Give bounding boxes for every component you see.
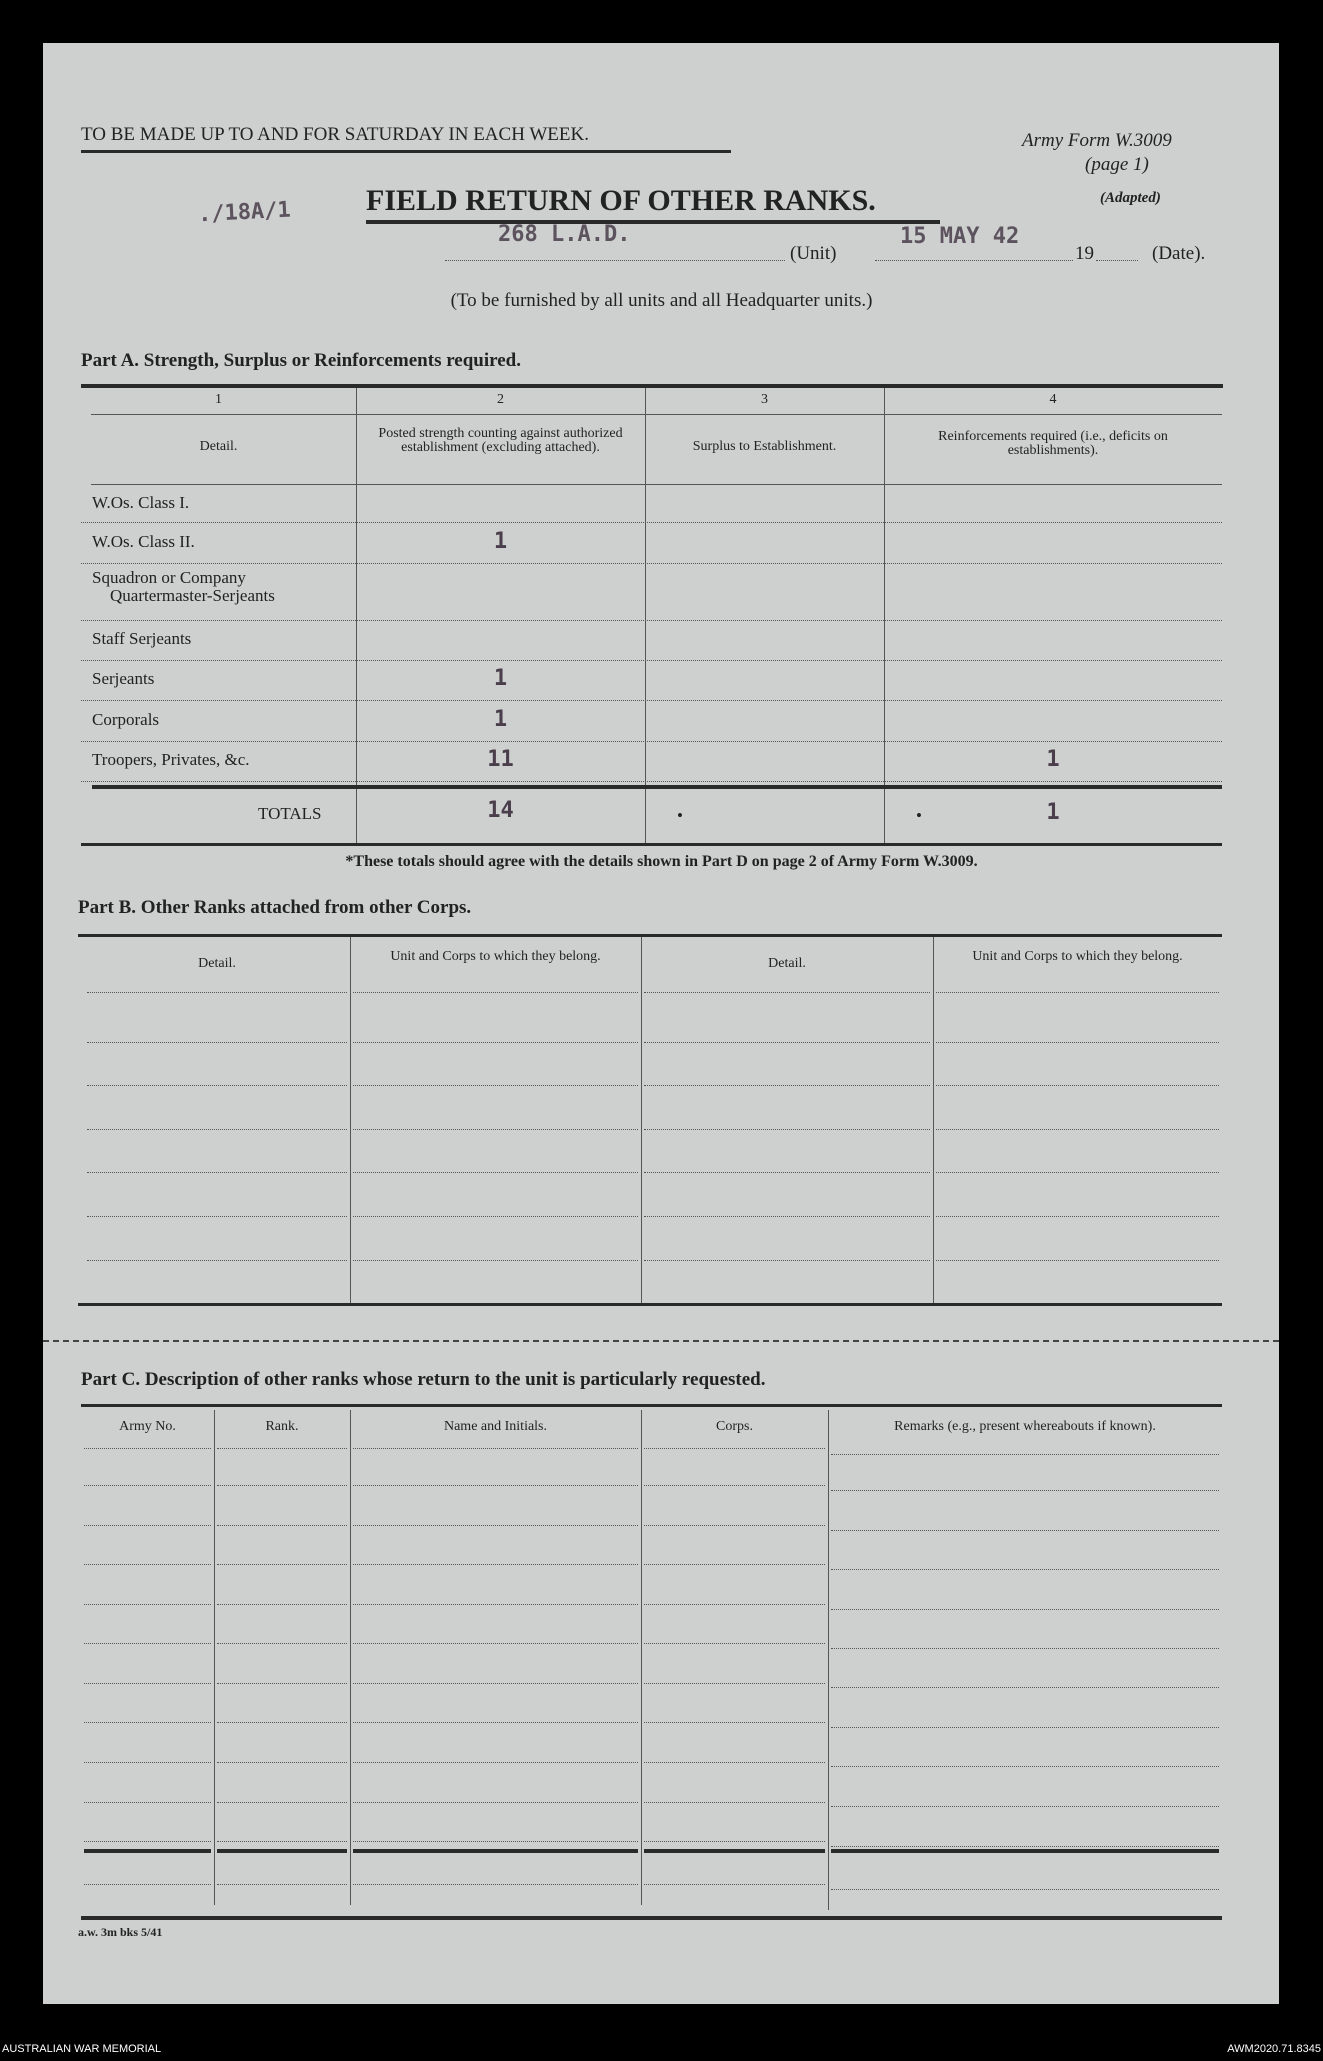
subtitle: (To be furnished by all units and all Headquarter units.)	[450, 290, 873, 311]
entry-line	[353, 992, 638, 993]
date-label: (Date).	[1152, 243, 1206, 264]
row-posted-value: 11	[487, 747, 514, 772]
entry-line	[831, 1889, 1219, 1890]
entry-line	[831, 1727, 1219, 1728]
row-line	[81, 741, 1222, 742]
row-label: Serjeants	[92, 669, 155, 688]
entry-line	[84, 1841, 211, 1842]
entry-line	[936, 1129, 1219, 1130]
entry-line	[644, 1564, 825, 1565]
part-a-footnote: *These totals should agree with the details shown in Part D on page 2 of Army Form W.3009.	[345, 853, 978, 870]
row-line	[81, 781, 1222, 782]
column-header: Corps.	[716, 1419, 753, 1434]
row-label: Staff Serjeants	[92, 629, 192, 648]
entry-line	[936, 1216, 1219, 1217]
entry-line	[353, 1841, 638, 1842]
totals-rule	[92, 785, 1222, 789]
page-title: FIELD RETURN OF OTHER RANKS.	[366, 184, 876, 217]
row-posted-value: 1	[493, 666, 508, 691]
row-line	[81, 700, 1222, 701]
column-header: Army No.	[119, 1419, 176, 1434]
row-line	[81, 563, 1222, 564]
entry-line	[87, 1260, 347, 1261]
row-posted-value: 1	[493, 528, 508, 554]
entry-line	[353, 1564, 638, 1565]
entry-line	[84, 1485, 211, 1486]
column-divider	[933, 937, 934, 1303]
row-label: Corporals	[92, 709, 160, 729]
totals-reinf-mark: •	[916, 806, 922, 825]
column-divider	[641, 1410, 642, 1905]
entry-line	[644, 1604, 825, 1605]
column-number: 1	[215, 392, 222, 407]
entry-line	[644, 1129, 930, 1130]
row-reinf-value: 1	[1046, 747, 1060, 772]
totals-label: TOTALS	[258, 804, 322, 823]
column-number: 2	[497, 392, 504, 407]
year-line	[1096, 260, 1138, 261]
instruction-underline	[81, 150, 731, 153]
entry-line	[84, 1604, 211, 1605]
totals-reinf-value: 1	[1046, 800, 1060, 825]
entry-line	[644, 1485, 825, 1486]
totals-rule	[831, 1849, 1219, 1853]
entry-line	[84, 1802, 211, 1803]
column-header: Detail.	[198, 956, 236, 971]
column-header: Posted strength counting against authorized establishment (excluding attached).	[378, 426, 623, 455]
entry-line	[87, 1216, 347, 1217]
adapted-note: (Adapted)	[1100, 190, 1161, 206]
entry-line	[936, 1172, 1219, 1173]
entry-line	[353, 1762, 638, 1763]
page-indicator: (page 1)	[1085, 154, 1149, 175]
entry-line	[353, 1260, 638, 1261]
entry-line	[936, 992, 1219, 993]
row-posted-value: 1	[493, 706, 508, 732]
reference-stamp: ./18A/1	[197, 197, 292, 228]
entry-line	[936, 1260, 1219, 1261]
unit-line	[445, 260, 785, 261]
column-divider	[356, 388, 357, 845]
row-line	[81, 620, 1222, 621]
column-header: Detail.	[768, 956, 806, 971]
row-label: W.Os. Class II.	[92, 531, 195, 551]
part-b-bottom-rule	[78, 1303, 1222, 1306]
entry-line	[217, 1683, 347, 1684]
column-number: 3	[761, 392, 768, 407]
entry-line	[644, 1762, 825, 1763]
entry-line	[217, 1485, 347, 1486]
entry-line	[217, 1643, 347, 1644]
part-b-top-rule	[78, 934, 1222, 937]
entry-line	[644, 1643, 825, 1644]
entry-line	[353, 1683, 638, 1684]
archive-credit: AUSTRALIAN WAR MEMORIAL	[2, 2043, 162, 2055]
entry-line	[936, 1085, 1219, 1086]
column-header: Remarks (e.g., present whereabouts if known).	[894, 1419, 1156, 1434]
totals-rule	[84, 1849, 211, 1853]
entry-line	[831, 1806, 1219, 1807]
entry-line	[217, 1802, 347, 1803]
entry-line	[84, 1762, 211, 1763]
column-header: Detail.	[199, 439, 238, 454]
entry-line	[644, 992, 930, 993]
entry-line	[353, 1604, 638, 1605]
column-divider	[884, 388, 885, 845]
year-prefix: 19	[1075, 243, 1094, 264]
row-line	[81, 522, 1222, 523]
entry-line	[87, 1085, 347, 1086]
entry-line	[644, 1683, 825, 1684]
entry-line	[644, 1172, 930, 1173]
entry-line	[353, 1722, 638, 1723]
entry-line	[217, 1525, 347, 1526]
totals-posted-value: 14	[487, 798, 514, 823]
part-c-heading: Part C. Description of other ranks whose return to the unit is particularly requested.	[81, 1369, 766, 1390]
entry-line	[217, 1604, 347, 1605]
entry-line	[644, 1216, 930, 1217]
entry-line	[353, 1216, 638, 1217]
entry-line	[831, 1687, 1219, 1688]
part-a-top-rule	[81, 384, 1223, 388]
entry-line	[217, 1762, 347, 1763]
entry-line	[831, 1454, 1219, 1455]
entry-line	[831, 1648, 1219, 1649]
entry-line	[87, 992, 347, 993]
entry-line	[644, 1085, 930, 1086]
entry-line	[831, 1530, 1219, 1531]
column-header: Surplus to Establishment.	[692, 439, 837, 454]
perforation-line	[43, 1340, 1279, 1342]
entry-line	[353, 1485, 638, 1486]
column-divider	[350, 1410, 351, 1905]
entry-line	[936, 1042, 1219, 1043]
entry-line	[831, 1609, 1219, 1610]
entry-line	[353, 1643, 638, 1644]
column-number: 4	[1049, 392, 1057, 407]
header-divider	[91, 414, 1222, 415]
entry-line	[87, 1042, 347, 1043]
entry-line	[644, 1841, 825, 1842]
part-c-top-rule	[81, 1404, 1222, 1407]
entry-line	[353, 1802, 638, 1803]
entry-line	[217, 1722, 347, 1723]
entry-line	[84, 1643, 211, 1644]
entry-line	[84, 1525, 211, 1526]
date-line	[875, 260, 1073, 261]
column-header: Rank.	[265, 1419, 299, 1434]
column-divider	[645, 388, 646, 845]
entry-line	[353, 1172, 638, 1173]
entry-line	[353, 1085, 638, 1086]
column-divider	[641, 937, 642, 1303]
part-a-bottom-rule	[81, 843, 1222, 846]
part-b-heading: Part B. Other Ranks attached from other Corps.	[78, 897, 472, 918]
entry-line	[87, 1129, 347, 1130]
row-label-continued: Quartermaster-Serjeants	[110, 586, 275, 605]
part-c-bottom-rule	[81, 1916, 1222, 1920]
date-value: 15 MAY 42	[900, 224, 1020, 249]
entry-line	[831, 1846, 1219, 1847]
entry-line	[217, 1841, 347, 1842]
entry-line	[217, 1884, 347, 1885]
entry-line	[353, 1129, 638, 1130]
entry-line	[353, 1448, 638, 1449]
column-divider	[350, 937, 351, 1303]
entry-line	[644, 1884, 825, 1885]
form-sheet	[43, 43, 1279, 2004]
entry-line	[644, 1525, 825, 1526]
entry-line	[831, 1569, 1219, 1570]
entry-line	[831, 1490, 1219, 1491]
column-header: Reinforcements required (i.e., deficits on establishments).	[938, 429, 1168, 458]
row-line	[81, 660, 1222, 661]
part-a-heading: Part A. Strength, Surplus or Reinforcements required.	[81, 350, 521, 371]
column-divider	[828, 1410, 829, 1910]
unit-value: 268 L.A.D.	[498, 222, 631, 247]
title-underline	[366, 220, 940, 224]
entry-line	[644, 1042, 930, 1043]
row-label: Squadron or Company	[92, 568, 246, 587]
column-header: Unit and Corps to which they belong.	[390, 949, 601, 964]
entry-line	[84, 1683, 211, 1684]
totals-rule	[217, 1849, 347, 1853]
column-header: Unit and Corps to which they belong.	[972, 949, 1183, 964]
totals-rule	[353, 1849, 638, 1853]
totals-surplus-mark: •	[677, 806, 683, 825]
entry-line	[353, 1525, 638, 1526]
instruction-text: TO BE MADE UP TO AND FOR SATURDAY IN EACH WEEK.	[81, 124, 589, 145]
column-header: Name and Initials.	[443, 1419, 548, 1434]
entry-line	[87, 1172, 347, 1173]
accession-number: AWM2020.71.8345	[1227, 2043, 1321, 2055]
printer-code: a.w. 3m bks 5/41	[78, 1925, 163, 1939]
row-label: Troopers, Privates, &c.	[92, 750, 250, 769]
unit-label: (Unit)	[790, 243, 837, 264]
totals-rule	[644, 1849, 825, 1853]
form-number: Army Form W.3009	[1022, 130, 1172, 151]
entry-line	[644, 1802, 825, 1803]
entry-line	[353, 1042, 638, 1043]
entry-line	[217, 1448, 347, 1449]
row-label: W.Os. Class I.	[92, 492, 190, 512]
entry-line	[644, 1260, 930, 1261]
entry-line	[644, 1448, 825, 1449]
entry-line	[84, 1722, 211, 1723]
entry-line	[84, 1884, 211, 1885]
header-divider	[91, 484, 1222, 485]
entry-line	[84, 1448, 211, 1449]
entry-line	[353, 1884, 638, 1885]
entry-line	[831, 1766, 1219, 1767]
entry-line	[84, 1564, 211, 1565]
column-divider	[214, 1410, 215, 1905]
entry-line	[644, 1722, 825, 1723]
entry-line	[217, 1564, 347, 1565]
